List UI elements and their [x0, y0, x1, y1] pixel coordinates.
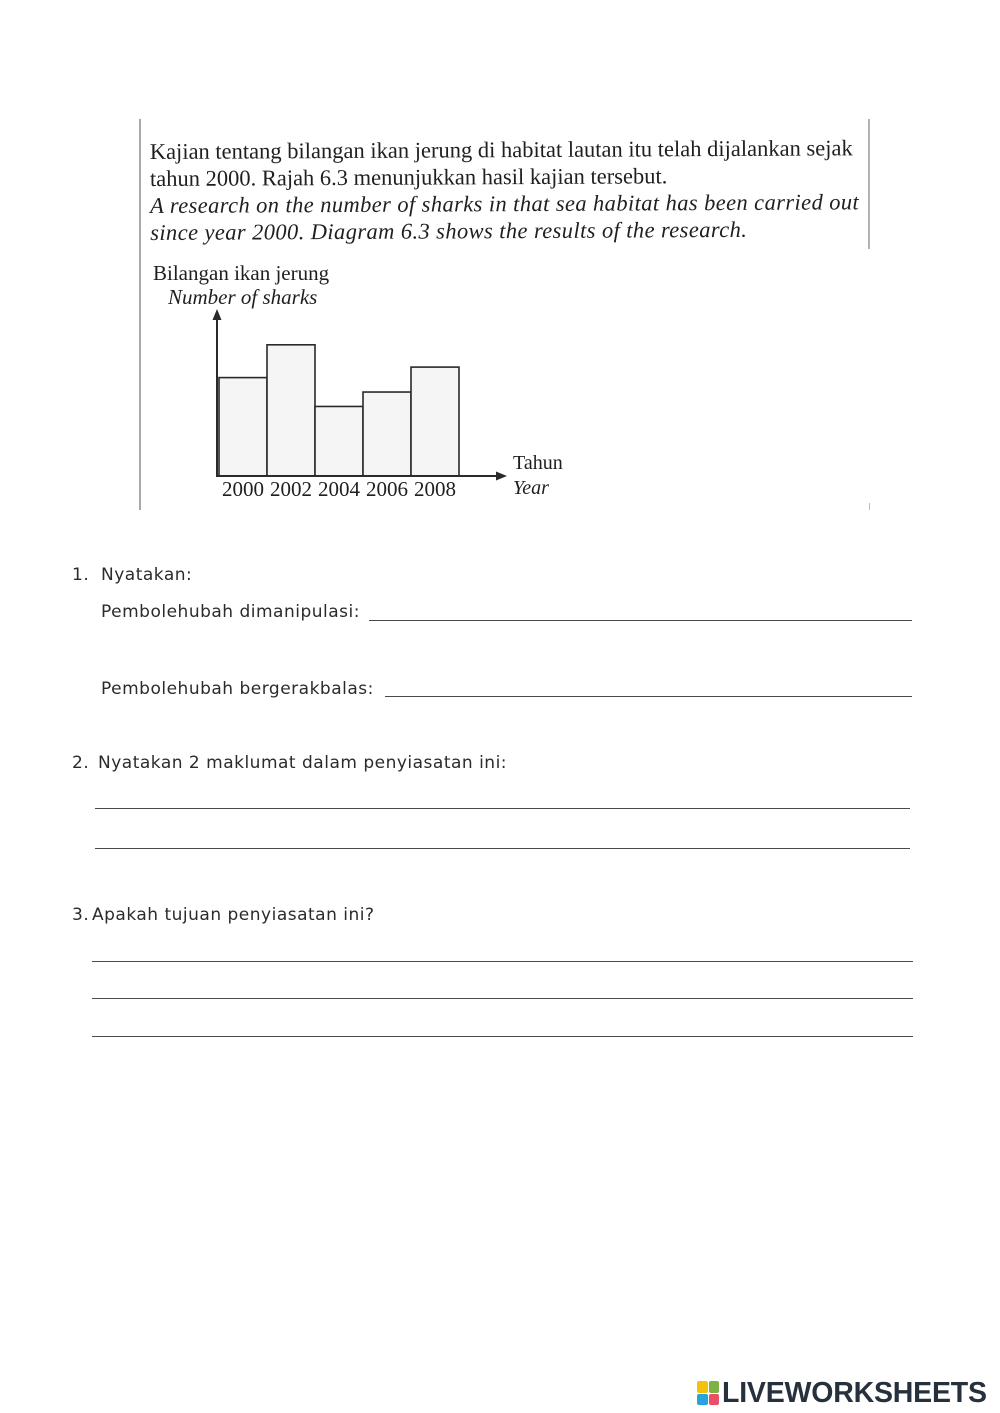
bar-2002	[267, 345, 315, 476]
y-axis-label-en: Number of sharks	[168, 285, 318, 309]
x-axis-label: Tahun	[513, 452, 563, 474]
excerpt-line-ms-2: tahun 2000. Rajah 6.3 menunjukkan hasil kajian tersebut.	[149, 163, 668, 192]
question-3-number: 3.	[72, 905, 90, 925]
question-1-text: Nyatakan:	[101, 565, 193, 585]
answer-input-q2-line-1[interactable]	[95, 787, 910, 809]
x-tick-label-2004: 2004	[318, 477, 360, 501]
excerpt-line-en-2: since year 2000. Diagram 6.3 shows the results of the research.	[150, 216, 748, 245]
question-2-text: Nyatakan 2 maklumat dalam penyiasatan ini:	[98, 753, 508, 773]
logo-icon	[697, 1381, 719, 1405]
chart-plot-area	[140, 300, 580, 510]
x-tick-label-2006: 2006	[366, 477, 408, 501]
y-axis-arrow	[213, 309, 222, 320]
logo-text: LIVEWORKSHEETS	[722, 1377, 987, 1409]
question-3-text: Apakah tujuan penyiasatan ini?	[92, 905, 375, 925]
question-1-number: 1.	[72, 565, 90, 585]
excerpt-text	[150, 134, 860, 246]
answer-input-q3-line-3[interactable]	[92, 1015, 913, 1037]
x-tick-label-2000: 2000	[222, 477, 264, 501]
bars	[219, 345, 459, 476]
excerpt-line-ms-1: Kajian tentang bilangan ikan jerung di habitat lautan itu telah dijalankan sejak	[149, 135, 853, 165]
field-label-manipulated-variable: Pembolehubah dimanipulasi:	[101, 602, 360, 622]
answer-input-q3-line-1[interactable]	[92, 940, 913, 962]
question-2-number: 2.	[72, 753, 90, 773]
y-axis-label: Bilangan ikan jerung	[153, 261, 330, 285]
excerpt-border-right	[868, 119, 870, 249]
logo-block-icon	[709, 1394, 720, 1406]
answer-input-manipulated-variable[interactable]	[369, 599, 912, 621]
excerpt-border-mark	[869, 503, 870, 510]
logo-block-icon	[697, 1394, 708, 1406]
answer-input-responding-variable[interactable]	[385, 675, 912, 697]
x-tick-labels	[222, 477, 456, 501]
bar-2006	[363, 392, 411, 476]
bar-2004	[315, 406, 363, 476]
logo-block-icon	[709, 1381, 720, 1393]
answer-input-q3-line-2[interactable]	[92, 977, 913, 999]
x-tick-label-2002: 2002	[270, 477, 312, 501]
field-label-responding-variable: Pembolehubah bergerakbalas:	[101, 679, 374, 699]
x-tick-label-2008: 2008	[414, 477, 456, 501]
x-axis-label-en: Year	[513, 477, 549, 499]
bar-2000	[219, 378, 267, 476]
excerpt-line-en-1: A research on the number of sharks in that sea habitat has been carried out	[150, 189, 860, 218]
logo-block-icon	[697, 1381, 708, 1393]
x-axis-arrow	[496, 472, 507, 481]
answer-input-q2-line-2[interactable]	[95, 827, 910, 849]
bar-2008	[411, 367, 459, 476]
